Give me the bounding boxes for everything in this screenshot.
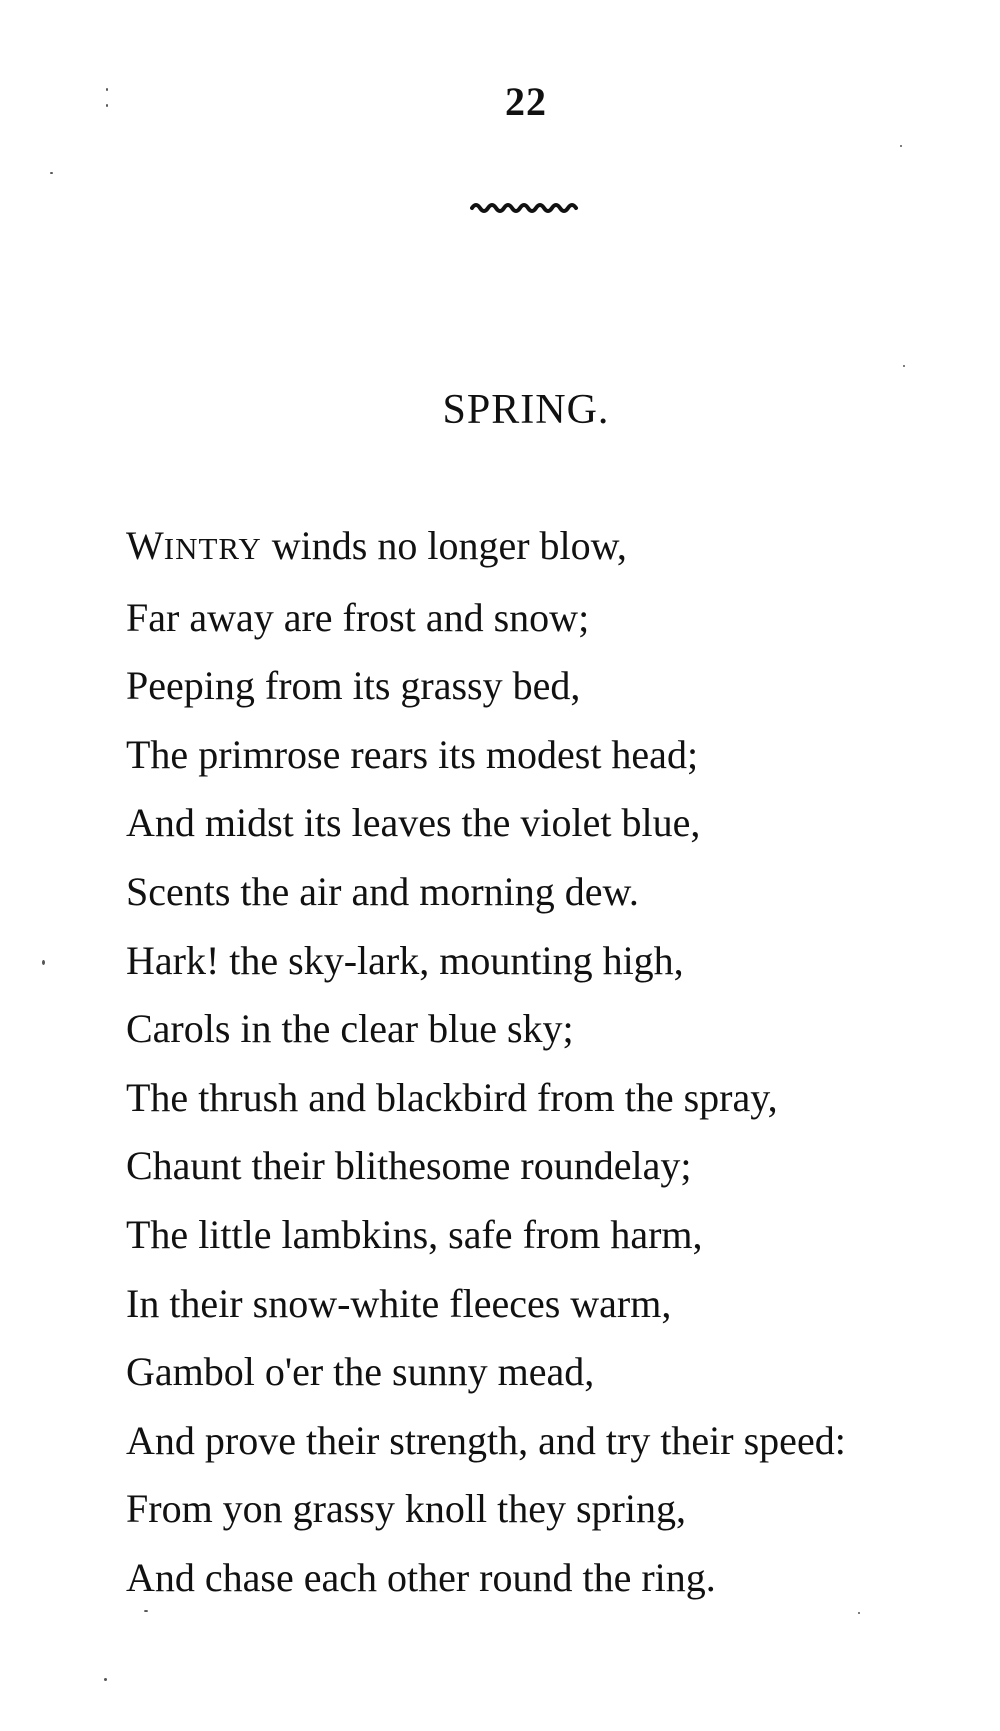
page-number: 22 bbox=[505, 79, 547, 124]
poem-body bbox=[126, 512, 846, 1613]
paper-speck bbox=[104, 1678, 107, 1681]
poem-line: And chase each other round the ring. bbox=[126, 1554, 716, 1600]
paper-speck bbox=[144, 1610, 148, 1612]
small-caps-word: INTRY bbox=[163, 531, 262, 566]
poem-line: And midst its leaves the violet blue, bbox=[126, 800, 701, 846]
poem-line: Peeping from its grassy bed, bbox=[126, 663, 581, 709]
paper-speck bbox=[42, 960, 45, 965]
poem-line: The little lambkins, safe from harm, bbox=[126, 1211, 703, 1257]
poem-line: Gambol o'er the sunny mead, bbox=[126, 1349, 595, 1395]
drop-initial: W bbox=[126, 523, 164, 568]
poem-line: Hark! the sky-lark, mounting high, bbox=[126, 937, 684, 983]
first-line-text: winds no longer blow, bbox=[261, 523, 627, 568]
paper-speck bbox=[903, 365, 905, 367]
poem-line: And prove their strength, and try their speed: bbox=[126, 1417, 846, 1463]
paper-speck bbox=[900, 145, 902, 147]
poem-line: Far away are frost and snow; bbox=[126, 594, 590, 640]
poem-line: Carols in the clear blue sky; bbox=[126, 1006, 574, 1052]
paper-speck bbox=[106, 88, 108, 91]
poem-line: Chaunt their blithesome roundelay; bbox=[126, 1143, 692, 1189]
poem-line: The thrush and blackbird from the spray, bbox=[126, 1074, 778, 1120]
paper-speck bbox=[50, 172, 53, 174]
wave-ornament-icon bbox=[470, 198, 590, 218]
poem-line: In their snow-white fleeces warm, bbox=[126, 1280, 672, 1326]
poem-title: SPRING. bbox=[442, 387, 610, 433]
poem-line: The primrose rears its modest head; bbox=[126, 731, 699, 777]
paper-speck bbox=[106, 104, 108, 107]
poem-line bbox=[126, 512, 846, 584]
poem-line: From yon grassy knoll they spring, bbox=[126, 1486, 686, 1532]
poem-line: Scents the air and morning dew. bbox=[126, 868, 639, 914]
paper-speck bbox=[858, 1612, 860, 1614]
